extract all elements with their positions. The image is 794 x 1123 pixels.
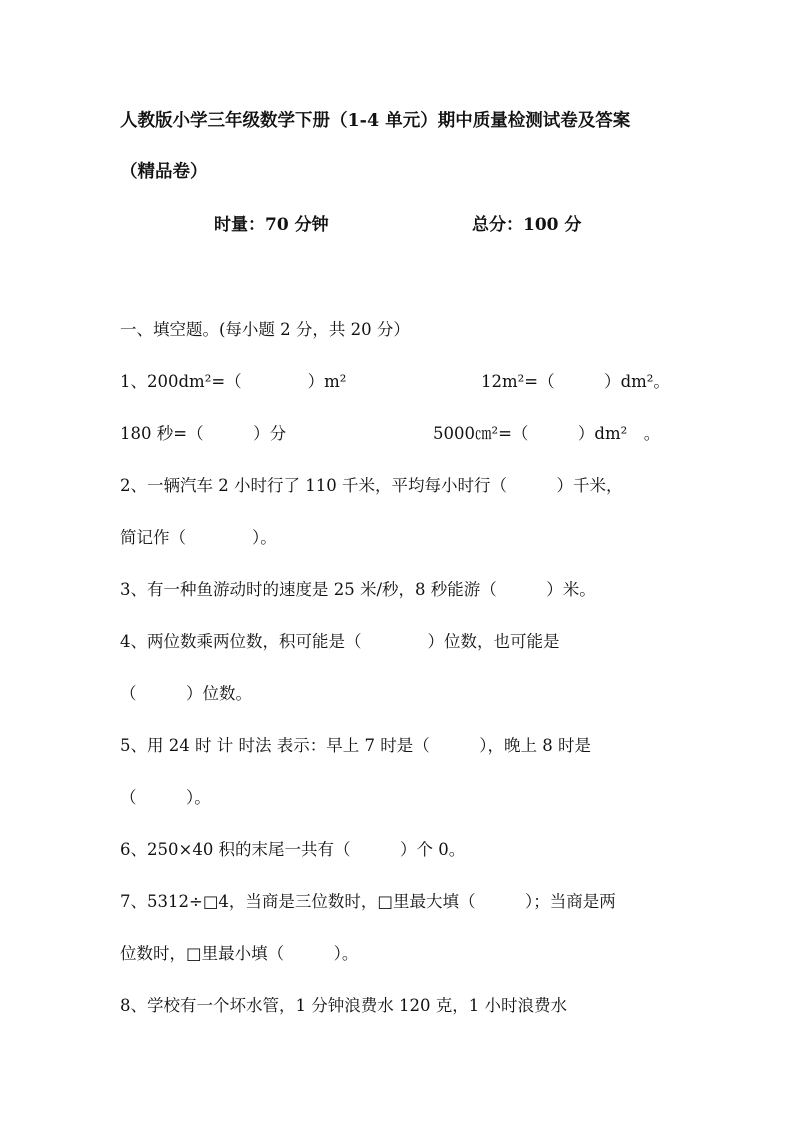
question-1a: 1、200dm²=（ ）m²	[120, 372, 347, 391]
exam-time: 时量：70 分钟	[214, 215, 329, 235]
question-4-line2: （ ）位数。	[120, 684, 252, 703]
document-title-line1: 人教版小学三年级数学下册（1-4 单元）期中质量检测试卷及答案	[120, 111, 631, 131]
question-4-line1: 4、两位数乘两位数，积可能是（ ）位数，也可能是	[120, 632, 560, 651]
exam-total-score: 总分：100 分	[472, 215, 582, 235]
question-2-line2: 简记作（ ）。	[120, 528, 277, 547]
section-heading: 一、填空题。(每小题 2 分，共 20 分）	[120, 320, 410, 339]
question-1b: 12m²=（ ）dm²。	[481, 372, 670, 391]
question-8: 8、学校有一个坏水管，1 分钟浪费水 120 克，1 小时浪费水	[120, 996, 567, 1015]
question-7-line1: 7、5312÷□4，当商是三位数时，□里最大填（ ）；当商是两	[120, 892, 616, 911]
question-2-line1: 2、一辆汽车 2 小时行了 110 千米，平均每小时行（ ）千米，	[120, 476, 623, 495]
question-7-line2: 位数时，□里最小填（ ）。	[120, 944, 359, 963]
question-3: 3、有一种鱼游动时的速度是 25 米/秒，8 秒能游（ ）米。	[120, 580, 596, 599]
question-6: 6、250×40 积的末尾一共有（ ）个 0。	[120, 840, 466, 859]
question-5-line1: 5、用 24 时 计 时法 表示：早上 7 时是（ ），晚上 8 时是	[120, 736, 591, 755]
question-1c: 180 秒=（ ）分	[120, 424, 287, 443]
question-5-line2: （ ）。	[120, 788, 211, 807]
question-1d: 5000㎝²=（ ）dm² 。	[433, 424, 661, 443]
document-title-line2: （精品卷）	[120, 162, 208, 182]
